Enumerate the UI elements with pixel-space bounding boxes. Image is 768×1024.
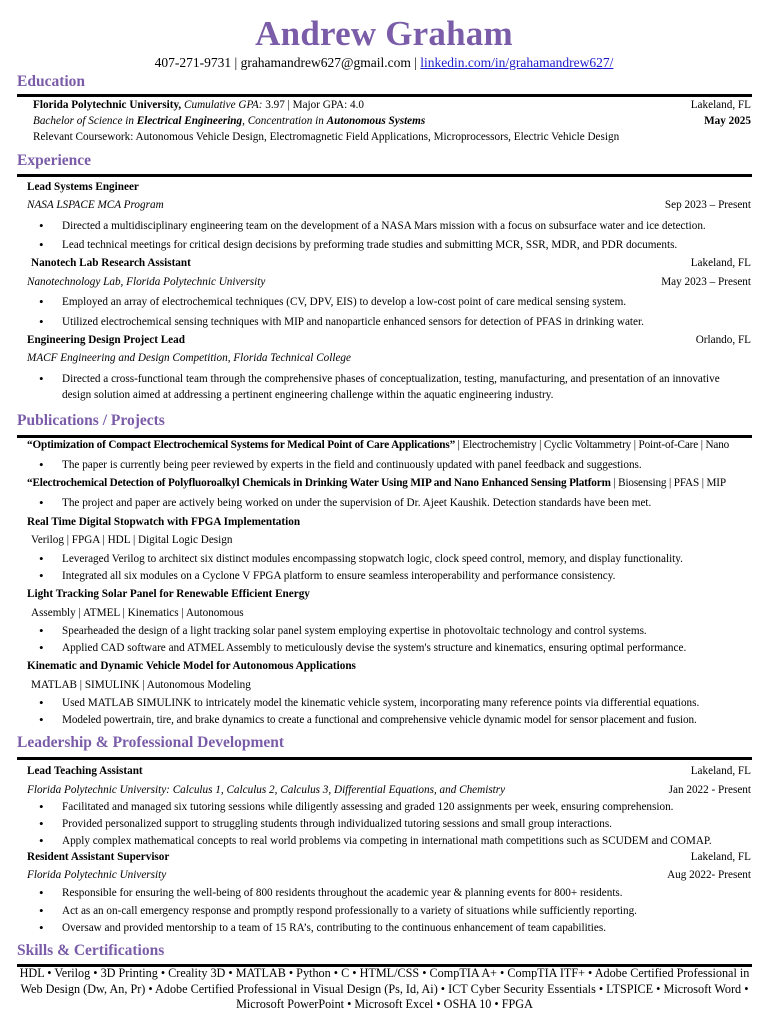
project-bullet: • The paper is currently being peer reviewed by experts in the field and continuously updated with panel feedback and suggestions. (62, 457, 762, 473)
education-location: Lakeland, FL (690, 99, 751, 111)
education-school-line (33, 98, 364, 112)
job-org: NASA LSPACE MCA Program (27, 199, 164, 211)
section-title-education: Education (17, 73, 86, 90)
project-bullet: • Spearheaded the design of a light tracking solar panel system employing expertise in photovoltaic technology and control systems. (62, 623, 762, 639)
gpa-label: Cumulative GPA: (181, 99, 263, 111)
project-title-line (27, 438, 729, 452)
project-tags: MATLAB | SIMULINK | Autonomous Modeling (31, 679, 251, 691)
job-bullet: • Lead technical meetings for critical design decisions by preforming trade studies and submitting MCR, SSR, MDR, and PDR documents. (62, 237, 762, 253)
section-divider (17, 94, 752, 97)
role-bullet: • Facilitated and managed six tutoring sessions while diligently assessing and graded 120 assignments per week, ensuring comprehension. (62, 799, 762, 815)
project-tags: Verilog | FPGA | HDL | Digital Logic Design (31, 534, 233, 546)
job-title: Nanotech Lab Research Assistant (31, 257, 191, 269)
role-date: Aug 2022- Present (667, 869, 751, 881)
job-org: MACF Engineering and Design Competition, Florida Technical College (27, 352, 351, 364)
degree-concentration: Autonomous Systems (326, 115, 426, 127)
role-bullet: • Provided personalized support to struggling students through individualized tutoring sessions and small group interactions. (62, 816, 762, 832)
role-bullet: • Oversaw and provided mentorship to a team of 15 RA’s, contributing to the continuous enhancement of team capabilities. (62, 920, 762, 936)
contact-line (0, 55, 768, 71)
candidate-name: Andrew Graham (255, 14, 513, 53)
phone-email: 407-271-9731 | grahamandrew627@gmail.com | (154, 55, 421, 70)
role-bullet: • Apply complex mathematical concepts to real world problems via competing in international math competitions such as SCUDEM and COMAP. (62, 833, 762, 849)
section-title-publications: Publications / Projects (17, 412, 165, 429)
job-bullet: • Directed a cross-functional team through the comprehensive phases of conceptualization, testing, manufacturing, and presentation of an innovative design solution aimed at addressing a pertinent engineering challenge within the aquatic engineering industry. (62, 371, 734, 403)
job-bullet: • Utilized electrochemical sensing techniques with MIP and nanoparticle enhanced sensors for detection of PFAS in drinking water. (62, 314, 762, 330)
linkedin-link[interactable]: linkedin.com/in/grahamandrew627/ (420, 55, 614, 70)
project-bullet: • Leveraged Verilog to architect six distinct modules encompassing stopwatch logic, clock speed control, memory, and display functionality. (62, 551, 762, 567)
section-divider (17, 757, 752, 760)
section-title-leadership: Leadership & Professional Development (17, 734, 285, 751)
project-title: “Electrochemical Detection of Polyfluoroalkyl Chemicals in Drinking Water Using MIP and Nano Enhanced Sensing Platform (27, 477, 611, 489)
role-title: Resident Assistant Supervisor (27, 851, 170, 863)
project-bullet: • The project and paper are actively being worked on under the supervision of Dr. Ajeet Kaushik. Detection standards have been met. (62, 495, 762, 511)
job-date: Sep 2023 – Present (664, 199, 751, 211)
degree-major: Electrical Engineering (136, 115, 243, 127)
job-org: Nanotechnology Lab, Florida Polytechnic University (27, 276, 266, 288)
role-bullet: • Responsible for ensuring the well-being of 800 residents throughout the academic year & planning events for 800+ residents. (62, 885, 762, 901)
job-title: Lead Systems Engineer (27, 181, 139, 193)
role-bullet: • Act as an on-call emergency response and promptly respond professionally to a variety of situations while sufficiently reporting. (62, 903, 762, 919)
project-bullet: • Used MATLAB SIMULINK to intricately model the kinematic vehicle system, incorporating many reference points via differential equations. (62, 695, 762, 711)
job-bullet: • Directed a multidisciplinary engineering team on the development of a NASA Mars mission with a focus on subsurface water and ice detection. (62, 218, 762, 234)
role-org: Florida Polytechnic University: Calculus 1, Calculus 2, Calculus 3, Differential Equations, and Chemistry (27, 784, 506, 796)
section-divider (17, 174, 752, 177)
project-bullet: • Applied CAD software and ATMEL Assembly to meticulously devise the system's structure and kinematics, ensuring optimal performance. (62, 640, 762, 656)
project-title-line (27, 476, 726, 490)
education-degree (33, 114, 425, 128)
gpa-value: 3.97 | Major GPA: 4.0 (262, 99, 365, 111)
project-title: Kinematic and Dynamic Vehicle Model for Autonomous Applications (27, 660, 356, 672)
project-tags: | Biosensing | PFAS | MIP (610, 477, 726, 489)
role-org: Florida Polytechnic University (27, 869, 167, 881)
project-title: Real Time Digital Stopwatch with FPGA Implementation (27, 516, 301, 528)
section-title-experience: Experience (17, 152, 92, 169)
skills-list: HDL • Verilog • 3D Printing • Creality 3D • MATLAB • Python • C • HTML/CSS • CompTIA A+ • CompTIA ITF+ • Adobe Certified Professional in Web Design (Dw, An, Pr) • Adobe Certified Professional in Visual Design (Ps, Id, Ai) • ICT Cyber Security Essentials • LTSPICE • Microsoft Word • Microsoft PowerPoint • Microsoft Excel • OSHA 10 • FPGA (19, 966, 750, 1011)
school-name: Florida Polytechnic University, (33, 99, 182, 111)
degree-text-2: , Concentration in (242, 115, 327, 127)
project-title: “Optimization of Compact Electrochemical Systems for Medical Point of Care Applications” (27, 439, 456, 451)
project-tags: Assembly | ATMEL | Kinematics | Autonomous (31, 607, 244, 619)
project-bullet: • Modeled powertrain, tire, and brake dynamics to create a functional and comprehensive vehicle dynamic model for sensor placement and fusion. (62, 712, 762, 728)
education-coursework: Relevant Coursework: Autonomous Vehicle Design, Electromagnetic Field Applications, Microprocessors, Electric Vehicle Design (33, 131, 620, 143)
job-date: May 2023 – Present (661, 276, 751, 288)
role-date: Jan 2022 - Present (668, 784, 751, 796)
job-location: Orlando, FL (695, 334, 751, 346)
job-bullet: • Employed an array of electrochemical techniques (CV, DPV, EIS) to develop a low-cost point of care medical sensing system. (62, 294, 762, 310)
role-title: Lead Teaching Assistant (27, 765, 143, 777)
section-title-skills: Skills & Certifications (17, 942, 165, 959)
education-date: May 2025 (704, 115, 751, 127)
project-bullet: • Integrated all six modules on a Cyclone V FPGA platform to ensure seamless interoperability and performance consistency. (62, 568, 762, 584)
project-tags: | Electrochemistry | Cyclic Voltammetry | Point-of-Care | Nano (455, 439, 730, 451)
degree-text: Bachelor of Science in (33, 115, 137, 127)
job-title: Engineering Design Project Lead (27, 334, 185, 346)
role-location: Lakeland, FL (690, 851, 751, 863)
role-location: Lakeland, FL (690, 765, 751, 777)
project-title: Light Tracking Solar Panel for Renewable Efficient Energy (27, 588, 310, 600)
job-location: Lakeland, FL (690, 257, 751, 269)
